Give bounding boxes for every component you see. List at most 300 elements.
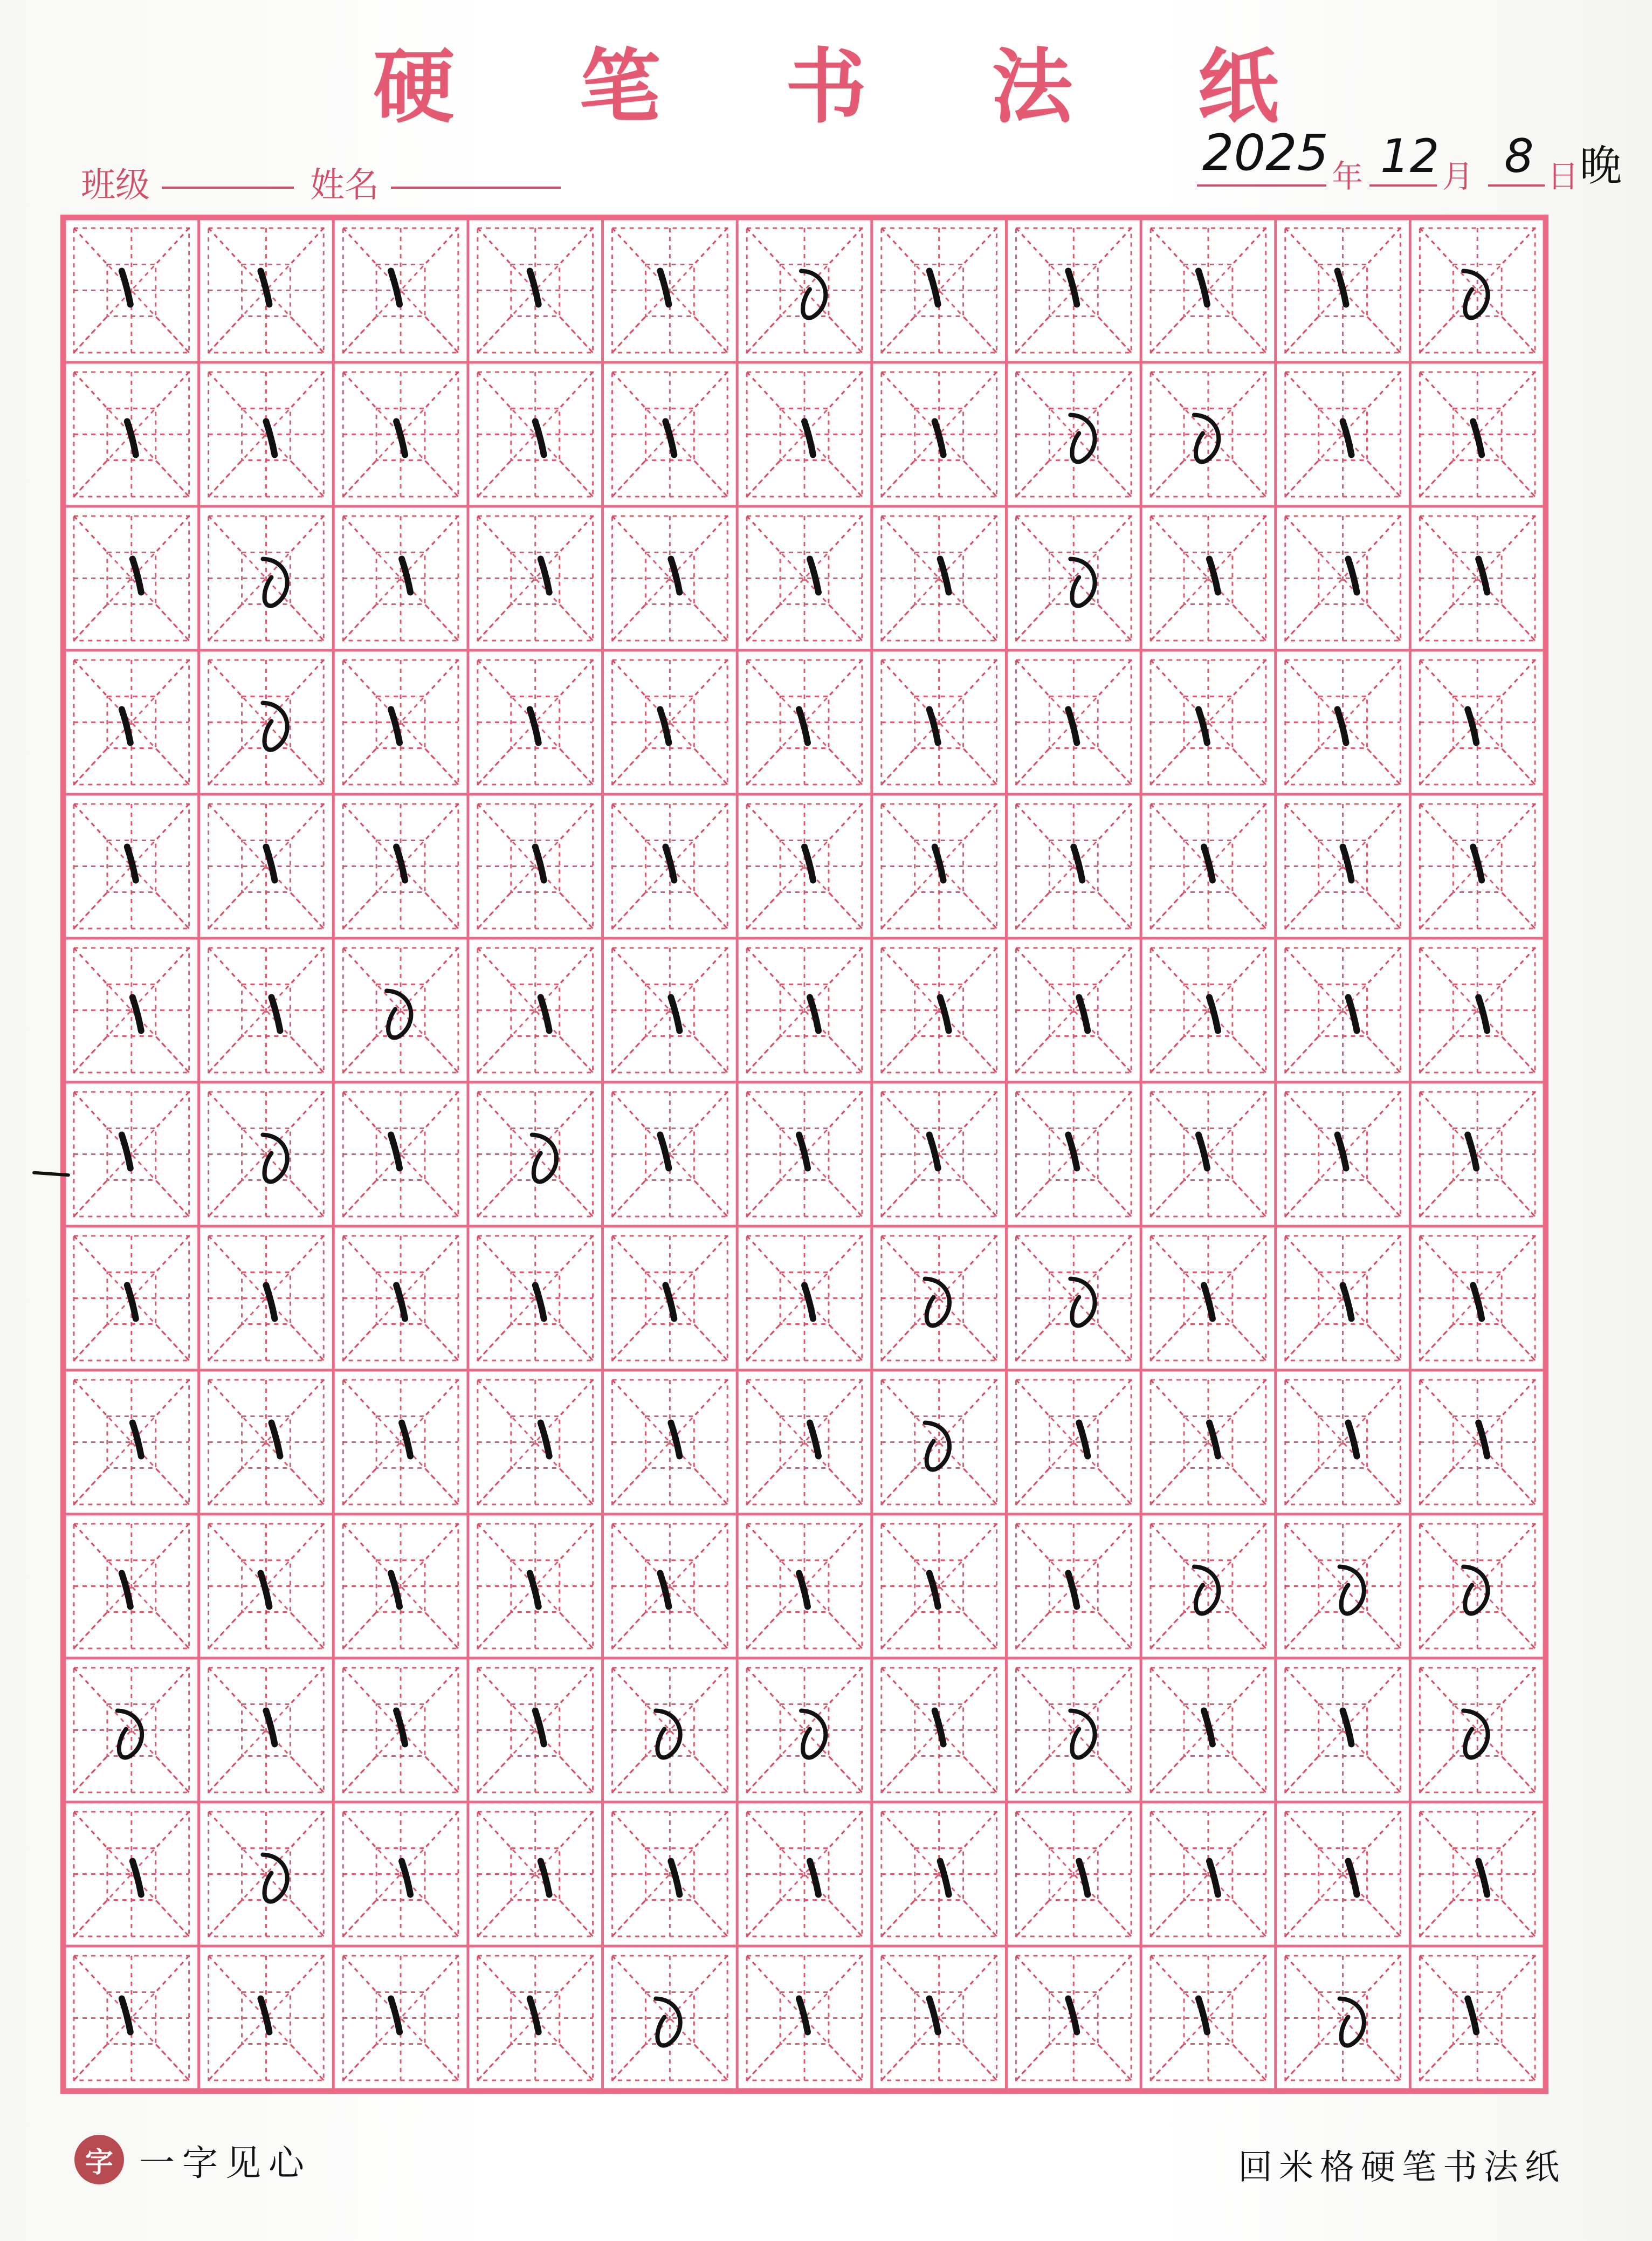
corner-guide: [747, 892, 780, 929]
corner-guide: [209, 317, 242, 353]
handwritten-dot-stroke: [391, 710, 400, 743]
corner-guide: [829, 1236, 862, 1272]
corner-guide: [290, 660, 323, 696]
grid-cell: [1016, 1668, 1131, 1792]
corner-guide: [612, 1900, 646, 1936]
corner-guide: [74, 804, 107, 840]
handwritten-dot-stroke: [266, 1286, 274, 1319]
corner-guide: [156, 892, 189, 929]
corner-guide: [560, 660, 593, 696]
handwritten-dot-stroke: [930, 710, 938, 743]
corner-guide: [1098, 1812, 1131, 1848]
corner-guide: [478, 604, 511, 641]
corner-guide: [882, 228, 915, 264]
corner-guide: [1016, 1468, 1049, 1504]
grid-cell: [74, 1956, 189, 2080]
corner-guide: [209, 516, 242, 552]
corner-guide: [156, 2044, 189, 2080]
grid-cell: [747, 1524, 862, 1648]
corner-guide: [882, 748, 915, 785]
grid-cell: [1420, 1380, 1535, 1504]
corner-guide: [1233, 516, 1266, 552]
grid-cell: [343, 1524, 458, 1648]
grid-cell: [343, 516, 458, 641]
corner-guide: [425, 1092, 458, 1128]
corner-guide: [1016, 1036, 1049, 1073]
corner-guide: [963, 1900, 997, 1936]
corner-guide: [694, 1524, 727, 1560]
corner-guide: [1285, 1668, 1319, 1704]
corner-guide: [1016, 660, 1049, 696]
corner-guide: [560, 1036, 593, 1073]
corner-guide: [209, 1036, 242, 1073]
corner-guide: [882, 1236, 915, 1272]
corner-guide: [209, 1324, 242, 1360]
corner-guide: [829, 372, 862, 408]
corner-guide: [1233, 228, 1266, 264]
handwritten-dot-stroke: [799, 1999, 808, 2032]
corner-guide: [1502, 2044, 1535, 2080]
corner-guide: [1233, 1036, 1266, 1073]
corner-guide: [1233, 892, 1266, 929]
corner-guide: [1098, 1324, 1131, 1360]
corner-guide: [1420, 1900, 1453, 1936]
handwritten-dot-stroke: [1348, 559, 1357, 593]
corner-guide: [290, 1956, 323, 1992]
corner-guide: [209, 1956, 242, 1992]
corner-guide: [1098, 1380, 1131, 1416]
corner-guide: [747, 948, 780, 984]
grid-cell: [747, 804, 862, 929]
corner-guide: [343, 1468, 376, 1504]
corner-guide: [747, 1668, 780, 1704]
corner-guide: [694, 948, 727, 984]
grid-cell: [74, 1236, 189, 1360]
corner-guide: [1098, 1756, 1131, 1792]
corner-guide: [694, 1956, 727, 1992]
corner-guide: [829, 516, 862, 552]
grid-cell: [478, 660, 593, 785]
corner-guide: [829, 1468, 862, 1504]
grid-cell: [209, 1668, 324, 1792]
corner-guide: [1233, 1092, 1266, 1128]
corner-guide: [1367, 1756, 1400, 1792]
corner-guide: [694, 1092, 727, 1128]
handwritten-dot-stroke: [810, 1861, 818, 1895]
corner-guide: [963, 1668, 997, 1704]
corner-guide: [882, 1092, 915, 1128]
corner-guide: [1016, 2044, 1049, 2080]
corner-guide: [829, 660, 862, 696]
corner-guide: [1233, 1180, 1266, 1216]
handwritten-dot-stroke: [391, 1573, 400, 1607]
corner-guide: [1233, 2044, 1266, 2080]
corner-guide: [1233, 604, 1266, 641]
corner-guide: [1151, 1036, 1184, 1073]
corner-guide: [1367, 660, 1400, 696]
corner-guide: [560, 948, 593, 984]
corner-guide: [209, 372, 242, 408]
corner-guide: [963, 1612, 997, 1648]
handwritten-dot-stroke: [260, 271, 269, 305]
page-title: 硬 笔 书 法 纸: [373, 39, 1327, 134]
corner-guide: [343, 892, 376, 929]
corner-guide: [209, 1180, 242, 1216]
grid-cell: [1016, 372, 1131, 497]
corner-guide: [425, 516, 458, 552]
corner-guide: [1285, 228, 1319, 264]
corner-guide: [1098, 660, 1131, 696]
corner-guide: [74, 1468, 107, 1504]
corner-guide: [156, 1612, 189, 1648]
corner-guide: [694, 1380, 727, 1416]
corner-guide: [156, 1524, 189, 1560]
corner-guide: [1233, 1756, 1266, 1792]
corner-guide: [1151, 2044, 1184, 2080]
corner-guide: [694, 1900, 727, 1936]
corner-guide: [290, 460, 323, 497]
brand-name: 一字见心: [139, 2142, 312, 2184]
grid-cell: [1016, 228, 1131, 353]
corner-guide: [1502, 1236, 1535, 1272]
corner-guide: [156, 372, 189, 408]
corner-guide: [1016, 1900, 1049, 1936]
corner-guide: [478, 892, 511, 929]
grid-cell: [1016, 948, 1131, 1073]
corner-guide: [1285, 317, 1319, 353]
corner-guide: [1502, 372, 1535, 408]
date-month-unit: 月: [1442, 158, 1474, 195]
corner-guide: [343, 748, 376, 785]
handwritten-curve-stroke: [263, 1855, 287, 1902]
corner-guide: [1016, 1180, 1049, 1216]
practice-grid: [60, 215, 1548, 2094]
corner-guide: [829, 1180, 862, 1216]
product-name: 回米格硬笔书法纸: [1238, 2148, 1566, 2188]
corner-guide: [882, 1812, 915, 1848]
corner-guide: [1367, 460, 1400, 497]
grid-cell: [209, 1092, 324, 1216]
grid-cell: [1285, 1812, 1401, 1936]
grid-cell: [747, 1092, 862, 1216]
corner-guide: [882, 2044, 915, 2080]
corner-guide: [343, 1380, 376, 1416]
grid-cell: [343, 660, 458, 785]
grid-cell: [1285, 516, 1401, 641]
corner-guide: [1420, 1324, 1453, 1360]
grid-cell: [478, 1812, 593, 1936]
corner-guide: [478, 1900, 511, 1936]
handwritten-dot-stroke: [260, 1999, 269, 2032]
corner-guide: [1367, 317, 1400, 353]
corner-guide: [882, 892, 915, 929]
corner-guide: [74, 1668, 107, 1704]
corner-guide: [829, 604, 862, 641]
corner-guide: [1098, 1468, 1131, 1504]
corner-guide: [1367, 1812, 1400, 1848]
corner-guide: [1367, 1612, 1400, 1648]
corner-guide: [1367, 1524, 1400, 1560]
corner-guide: [74, 317, 107, 353]
corner-guide: [74, 460, 107, 497]
corner-guide: [1367, 948, 1400, 984]
grid-cell: [1285, 1092, 1401, 1216]
corner-guide: [747, 1036, 780, 1073]
grid-cell: [209, 1524, 324, 1648]
corner-guide: [156, 660, 189, 696]
handwritten-dot-stroke: [541, 1423, 549, 1456]
corner-guide: [747, 1468, 780, 1504]
corner-guide: [1233, 372, 1266, 408]
corner-guide: [74, 1236, 107, 1272]
grid-cell: [747, 1380, 862, 1504]
corner-guide: [343, 460, 376, 497]
corner-guide: [882, 1900, 915, 1936]
corner-guide: [963, 228, 997, 264]
corner-guide: [209, 1756, 242, 1792]
date-year-line: [1197, 184, 1326, 187]
grid-cell: [209, 1956, 324, 2080]
corner-guide: [478, 1612, 511, 1648]
corner-guide: [747, 1236, 780, 1272]
corner-guide: [560, 1668, 593, 1704]
handwritten-curve-stroke: [656, 1711, 680, 1758]
grid-cell: [747, 660, 862, 785]
grid-cell: [882, 948, 997, 1073]
grid-cell: [74, 372, 189, 497]
grid-cell: [1151, 1956, 1266, 2080]
corner-guide: [1098, 228, 1131, 264]
handwritten-curve-stroke: [1070, 1711, 1095, 1758]
corner-guide: [612, 228, 646, 264]
grid-cell: [1420, 1524, 1535, 1648]
corner-guide: [1098, 460, 1131, 497]
corner-guide: [1098, 804, 1131, 840]
corner-guide: [694, 1612, 727, 1648]
corner-guide: [747, 1900, 780, 1936]
grid-cell: [478, 948, 593, 1073]
corner-guide: [1285, 372, 1319, 408]
handwritten-dot-stroke: [1343, 1286, 1352, 1319]
corner-guide: [612, 1236, 646, 1272]
corner-guide: [74, 1812, 107, 1848]
corner-guide: [1420, 1092, 1453, 1128]
grid-cell: [747, 1956, 862, 2080]
corner-guide: [1151, 604, 1184, 641]
corner-guide: [156, 1180, 189, 1216]
corner-guide: [343, 228, 376, 264]
corner-guide: [612, 804, 646, 840]
corner-guide: [1285, 2044, 1319, 2080]
handwritten-dot-stroke: [535, 847, 544, 881]
corner-guide: [1420, 1668, 1453, 1704]
grid-cell: [1420, 1668, 1535, 1792]
corner-guide: [882, 317, 915, 353]
grid-cell: [1016, 1812, 1131, 1936]
corner-guide: [560, 1380, 593, 1416]
corner-guide: [1285, 892, 1319, 929]
corner-guide: [1285, 1324, 1319, 1360]
corner-guide: [1502, 660, 1535, 696]
grid-cell: [478, 516, 593, 641]
corner-guide: [1151, 1180, 1184, 1216]
corner-guide: [560, 1236, 593, 1272]
handwritten-dot-stroke: [1338, 1135, 1346, 1168]
grid-cell: [1420, 372, 1535, 497]
corner-guide: [1151, 1468, 1184, 1504]
corner-guide: [478, 1668, 511, 1704]
corner-guide: [1016, 1380, 1049, 1416]
corner-guide: [74, 1956, 107, 1992]
corner-guide: [612, 1524, 646, 1560]
grid-cell: [612, 1380, 728, 1504]
corner-guide: [963, 1812, 997, 1848]
corner-guide: [1151, 372, 1184, 408]
corner-guide: [694, 748, 727, 785]
corner-guide: [1151, 1092, 1184, 1128]
grid-cell: [478, 1668, 593, 1792]
corner-guide: [74, 660, 107, 696]
corner-guide: [209, 1236, 242, 1272]
corner-guide: [478, 748, 511, 785]
corner-guide: [612, 1812, 646, 1848]
corner-guide: [209, 1092, 242, 1128]
corner-guide: [209, 228, 242, 264]
grid-cell: [209, 948, 324, 1073]
grid-cell: [1285, 948, 1401, 1073]
corner-guide: [425, 1180, 458, 1216]
grid-cell: [1151, 1092, 1266, 1216]
corner-guide: [560, 516, 593, 552]
handwritten-dot-stroke: [541, 559, 549, 593]
grid-cell: [612, 948, 728, 1073]
corner-guide: [1151, 948, 1184, 984]
corner-guide: [74, 1900, 107, 1936]
corner-guide: [747, 1812, 780, 1848]
corner-guide: [1285, 660, 1319, 696]
corner-guide: [1420, 804, 1453, 840]
corner-guide: [1367, 372, 1400, 408]
grid-cell: [1285, 1236, 1401, 1360]
corner-guide: [1233, 1612, 1266, 1648]
corner-guide: [290, 804, 323, 840]
corner-guide: [1151, 1380, 1184, 1416]
handwritten-curve-stroke: [263, 559, 287, 606]
corner-guide: [747, 1380, 780, 1416]
corner-guide: [1285, 1036, 1319, 1073]
corner-guide: [478, 228, 511, 264]
corner-guide: [1502, 948, 1535, 984]
corner-guide: [829, 228, 862, 264]
corner-guide: [1098, 1668, 1131, 1704]
corner-guide: [1420, 1380, 1453, 1416]
corner-guide: [1233, 1468, 1266, 1504]
corner-guide: [963, 892, 997, 929]
handwritten-curve-stroke: [1194, 1567, 1219, 1614]
corner-guide: [74, 948, 107, 984]
corner-guide: [612, 948, 646, 984]
corner-guide: [1367, 1236, 1400, 1272]
date-month-line: [1369, 184, 1437, 187]
grid-cell: [478, 804, 593, 929]
corner-guide: [290, 1180, 323, 1216]
corner-guide: [156, 1324, 189, 1360]
grid-cell: [343, 1956, 458, 2080]
corner-guide: [156, 516, 189, 552]
corner-guide: [425, 1036, 458, 1073]
corner-guide: [1098, 1036, 1131, 1073]
grid-cell: [1420, 660, 1535, 785]
date-day-unit: 日: [1547, 158, 1579, 195]
handwritten-dot-stroke: [541, 998, 549, 1031]
handwritten-dot-stroke: [271, 998, 280, 1031]
grid-cell: [1420, 228, 1535, 353]
corner-guide: [612, 317, 646, 353]
grid-cell: [74, 1380, 189, 1504]
corner-guide: [1420, 660, 1453, 696]
corner-guide: [74, 2044, 107, 2080]
grid-cell: [74, 1812, 189, 1936]
corner-guide: [290, 2044, 323, 2080]
corner-guide: [1151, 1612, 1184, 1648]
handwritten-dot-stroke: [1068, 1999, 1077, 2032]
corner-guide: [1502, 1468, 1535, 1504]
corner-guide: [425, 1756, 458, 1792]
handwritten-dot-stroke: [1068, 271, 1077, 305]
corner-guide: [343, 1324, 376, 1360]
handwritten-dot-stroke: [535, 1286, 544, 1319]
grid-cell: [74, 660, 189, 785]
corner-guide: [1016, 1756, 1049, 1792]
corner-guide: [829, 1380, 862, 1416]
grid-cell: [1285, 228, 1401, 353]
handwritten-dot-stroke: [271, 1423, 280, 1456]
grid-cell: [882, 1812, 997, 1936]
corner-guide: [1502, 317, 1535, 353]
corner-guide: [560, 228, 593, 264]
corner-guide: [74, 228, 107, 264]
corner-guide: [882, 460, 915, 497]
corner-guide: [1502, 1756, 1535, 1792]
corner-guide: [1098, 317, 1131, 353]
corner-guide: [156, 948, 189, 984]
corner-guide: [343, 948, 376, 984]
corner-guide: [1420, 1236, 1453, 1272]
corner-guide: [1151, 317, 1184, 353]
handwritten-curve-stroke: [1340, 1999, 1364, 2046]
corner-guide: [1016, 372, 1049, 408]
corner-guide: [694, 604, 727, 641]
corner-guide: [1016, 317, 1049, 353]
grid-cell: [882, 1956, 997, 2080]
corner-guide: [478, 1180, 511, 1216]
corner-guide: [963, 1380, 997, 1416]
corner-guide: [290, 1468, 323, 1504]
corner-guide: [74, 1524, 107, 1560]
corner-guide: [560, 1180, 593, 1216]
corner-guide: [425, 2044, 458, 2080]
corner-guide: [560, 1468, 593, 1504]
corner-guide: [156, 317, 189, 353]
corner-guide: [1285, 1956, 1319, 1992]
corner-guide: [1367, 1092, 1400, 1128]
corner-guide: [694, 460, 727, 497]
corner-guide: [1233, 748, 1266, 785]
handwritten-dot-stroke: [541, 1861, 549, 1895]
corner-guide: [1285, 1612, 1319, 1648]
corner-guide: [156, 1092, 189, 1128]
date-year-unit: 年: [1332, 158, 1364, 195]
